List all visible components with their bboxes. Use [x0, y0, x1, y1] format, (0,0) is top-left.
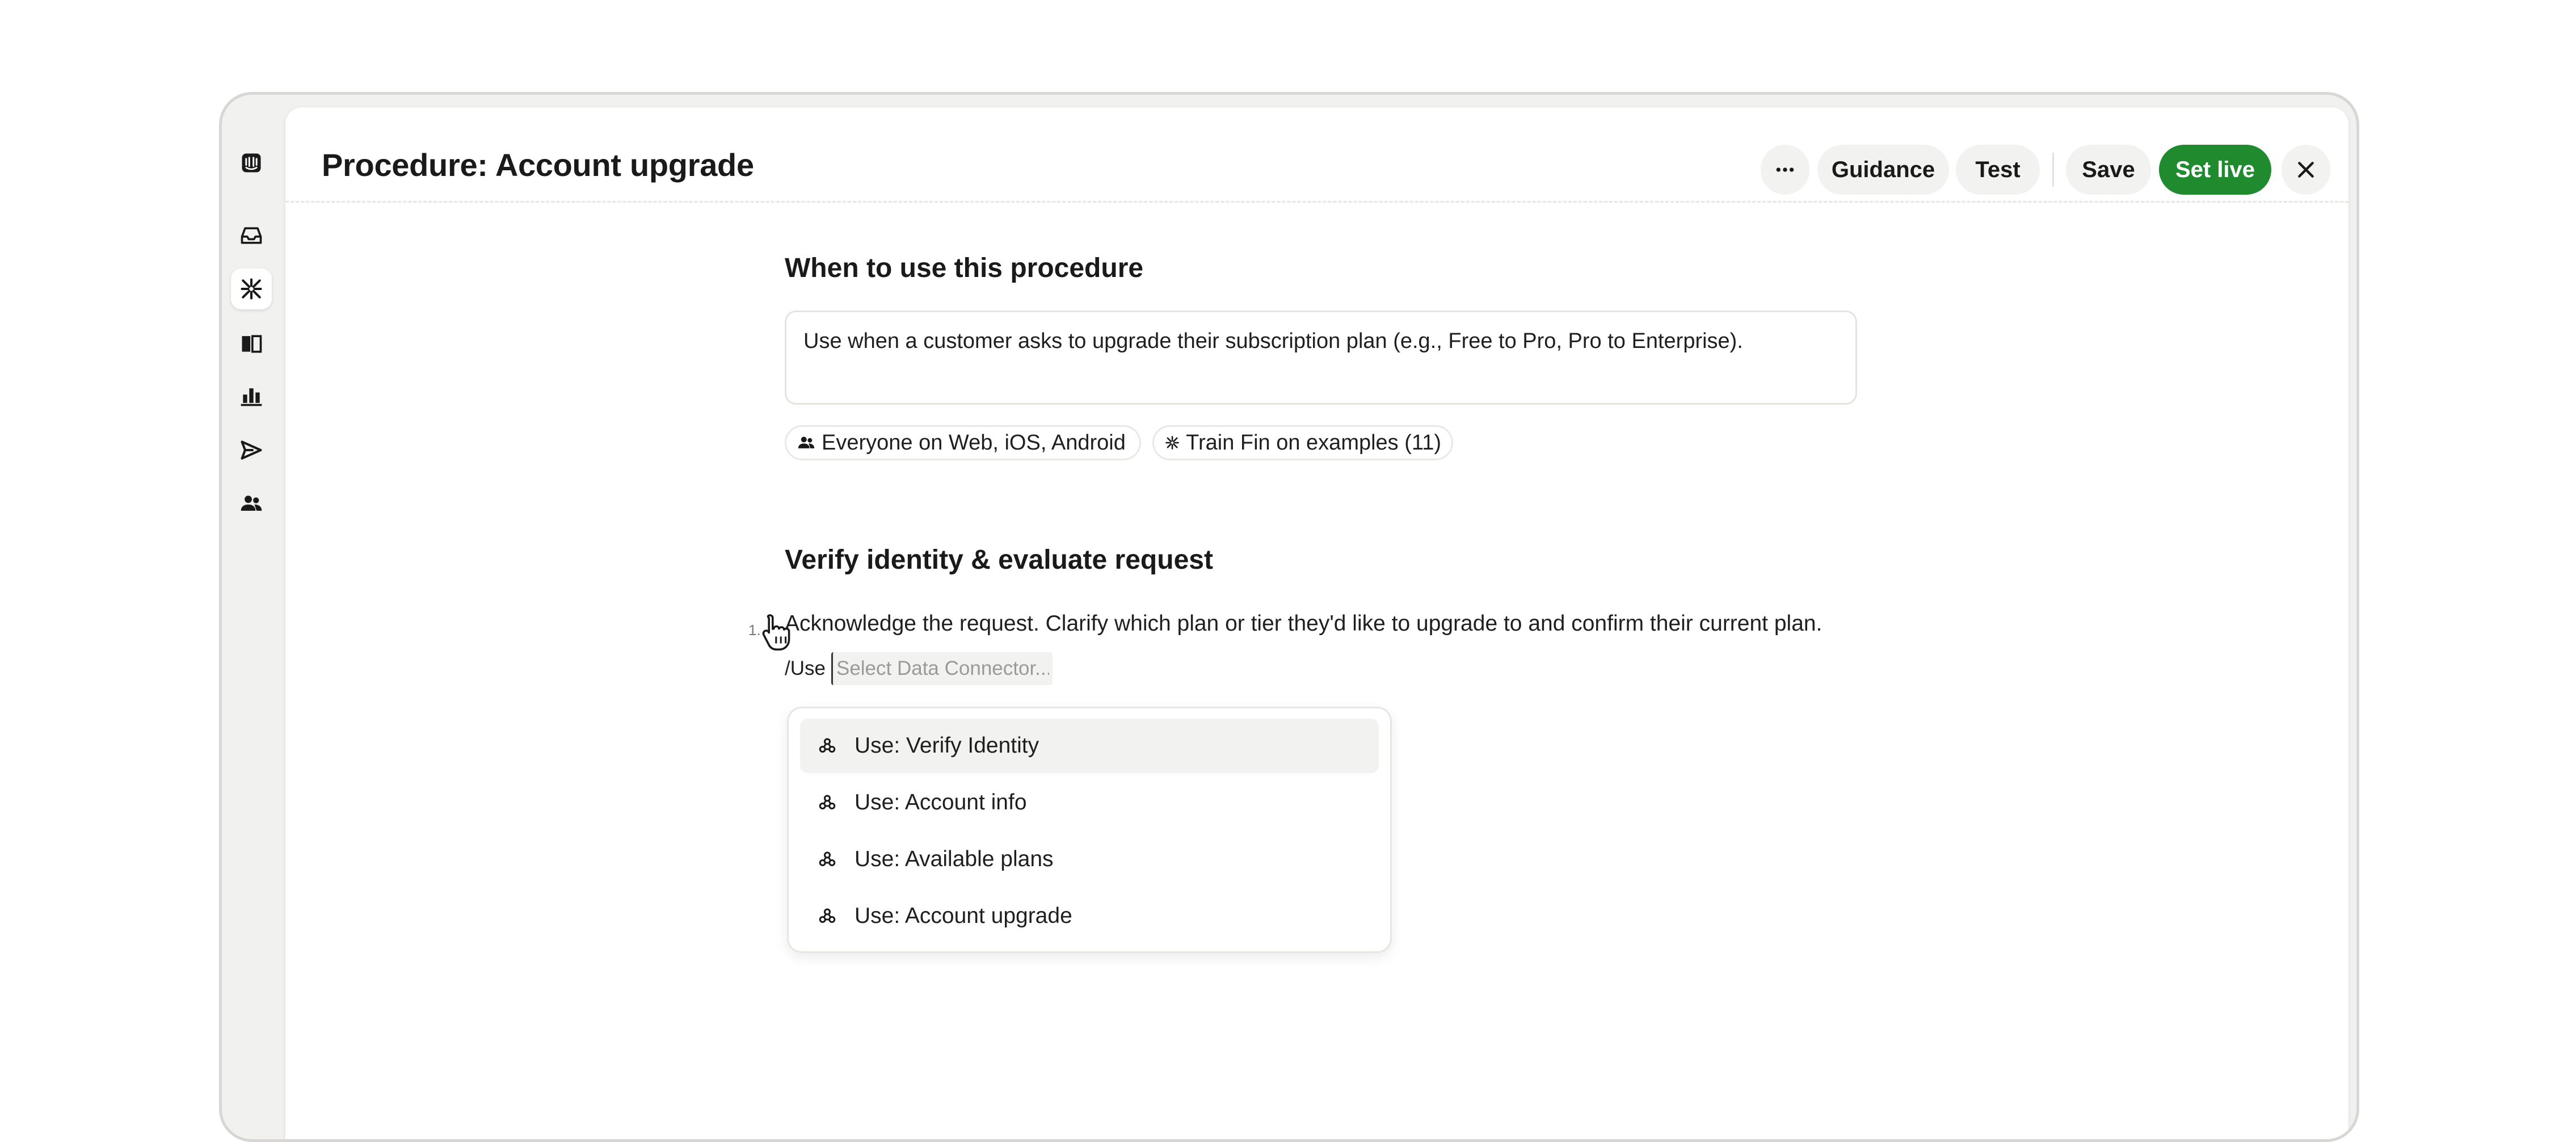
audience-chip[interactable] [785, 425, 1141, 460]
data-connector-icon [817, 736, 837, 756]
step-text[interactable]: Acknowledge the request. Clarify which plan or tier they'd like to upgrade to and confirm their current plan. [785, 611, 1822, 636]
verify-identity-heading: Verify identity & evaluate request [785, 545, 1213, 575]
guidance-button[interactable]: Guidance [1817, 145, 1949, 195]
data-connector-input[interactable] [831, 652, 1053, 685]
app-frame [219, 92, 2359, 1142]
hand-pointer-cursor-icon [759, 612, 794, 653]
outbound-send-icon[interactable] [231, 430, 272, 471]
fin-ai-icon[interactable] [231, 268, 272, 309]
data-connector-icon [817, 906, 837, 926]
people-icon [797, 433, 816, 452]
step-number: 1. [748, 622, 761, 639]
save-button[interactable]: Save [2066, 145, 2151, 195]
train-fin-chip-label: Train Fin on examples (11) [1186, 430, 1441, 455]
data-connector-icon [817, 792, 837, 813]
test-button[interactable]: Test [1956, 145, 2040, 195]
audience-chip-label: Everyone on Web, iOS, Android [822, 430, 1126, 455]
dropdown-item-label: Use: Account upgrade [855, 904, 1072, 928]
intercom-logo-icon[interactable] [231, 142, 272, 183]
procedure-editor-panel [285, 107, 2348, 1142]
data-connector-icon [817, 849, 837, 870]
editor-header [285, 107, 2348, 203]
header-divider [2052, 153, 2054, 187]
dropdown-item-label: Use: Account info [855, 790, 1027, 814]
more-options-button[interactable] [1761, 145, 1809, 195]
close-icon [2295, 158, 2317, 181]
dropdown-item-available-plans[interactable] [800, 832, 1379, 887]
dropdown-item-label: Use: Available plans [855, 847, 1054, 871]
dropdown-item-account-upgrade[interactable] [800, 889, 1379, 943]
use-command-token: /Use [785, 657, 826, 679]
close-button[interactable] [2282, 145, 2330, 195]
fin-ai-icon [1164, 433, 1180, 452]
inbox-icon[interactable] [231, 215, 272, 256]
when-to-use-field[interactable]: Use when a customer asks to upgrade their subscription plan (e.g., Free to Pro, Pro to Enterprise). [785, 310, 1857, 405]
use-command-line [785, 652, 1053, 685]
dropdown-item-account-info[interactable] [800, 775, 1379, 830]
contacts-people-icon[interactable] [231, 483, 272, 524]
reports-chart-icon[interactable] [231, 375, 272, 416]
knowledge-book-icon[interactable] [231, 323, 272, 364]
left-nav-rail [222, 95, 284, 1139]
set-live-button[interactable]: Set live [2159, 145, 2271, 195]
data-connector-dropdown [787, 707, 1392, 953]
train-fin-chip[interactable] [1152, 425, 1453, 460]
dropdown-item-label: Use: Verify Identity [855, 733, 1039, 758]
when-to-use-heading: When to use this procedure [785, 253, 1144, 283]
ellipsis-icon [1774, 158, 1796, 181]
dropdown-item-verify-identity[interactable] [800, 719, 1379, 773]
page-title: Procedure: Account upgrade [322, 147, 754, 183]
